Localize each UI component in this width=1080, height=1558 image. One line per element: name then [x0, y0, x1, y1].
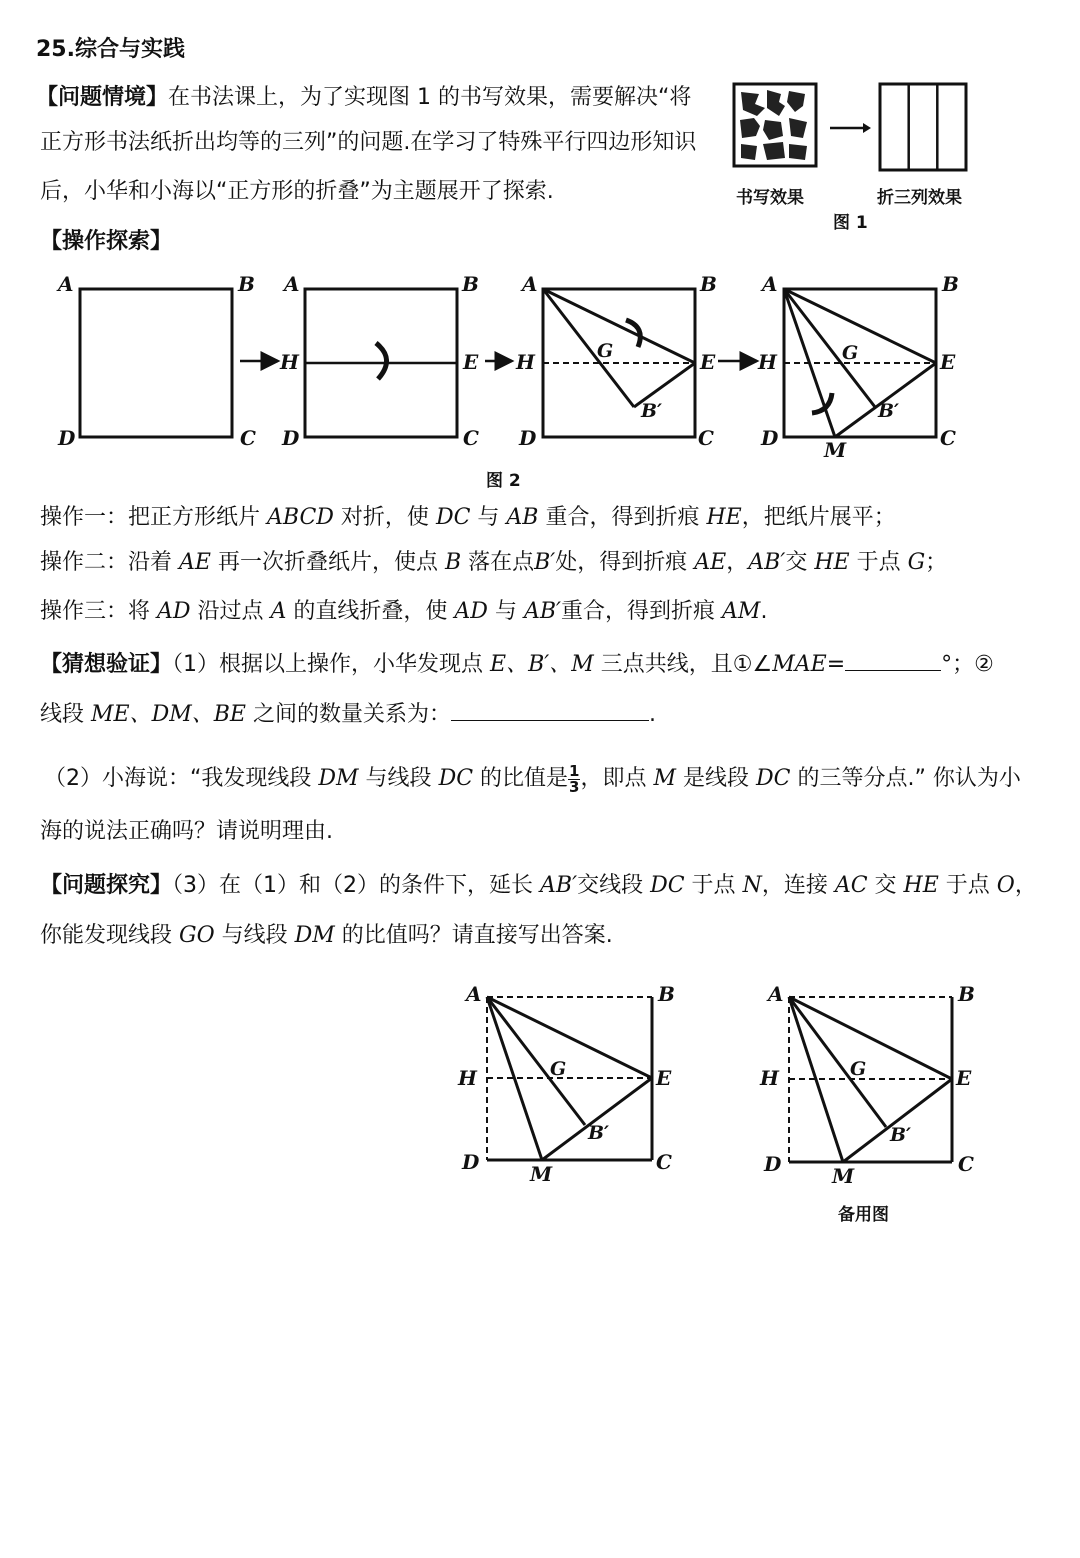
label-G: G: [597, 340, 614, 362]
label-G: G: [850, 1058, 867, 1080]
label-C: C: [958, 1152, 974, 1176]
verify-q1-line2: 线段 ME、DM、BE 之间的数量关系为： .: [40, 702, 656, 727]
fig2-step-1: [56, 272, 256, 450]
segment-ae: [543, 289, 695, 363]
figure-1: [725, 76, 985, 191]
verify-q1-line1: 【猜想验证】（1）根据以上操作，小华发现点 E、B′、M 三点共线，且①∠MAE= °；②: [40, 652, 994, 677]
label-A: A: [522, 272, 538, 296]
label-M: M: [832, 1164, 855, 1188]
label-B: B: [700, 272, 717, 296]
fold-arrow-icon: [376, 343, 387, 379]
label-B: B: [238, 272, 255, 296]
label-E: E: [700, 350, 716, 374]
label-G: G: [842, 342, 859, 364]
label-E: E: [956, 1066, 972, 1090]
label-E: E: [656, 1066, 672, 1090]
label-B: B: [958, 982, 975, 1006]
three-column-square: [880, 84, 966, 170]
label-H: H: [758, 350, 777, 374]
label-G: G: [550, 1058, 567, 1080]
label-H: H: [458, 1066, 477, 1090]
question-number-title: 25.综合与实践: [36, 37, 185, 62]
label-B: B: [942, 272, 959, 296]
fig2-step-3: [515, 272, 717, 450]
label-B: B: [658, 982, 675, 1006]
fig2-step-2: [279, 272, 479, 450]
label-B-prime: B′: [641, 400, 663, 422]
calligraphy-ink: [740, 90, 807, 160]
label-C: C: [463, 426, 479, 450]
fraction-one-third: $\frac{1}{3}$: [569, 761, 580, 796]
label-A: A: [466, 982, 482, 1006]
fig2-caption: 图 2: [486, 471, 521, 491]
situation-line-1: [36, 84, 691, 112]
label-B-prime: B′: [588, 1122, 610, 1144]
explore-tag: 【操作探索】: [40, 229, 173, 254]
fig1-caption: 图 1: [833, 213, 868, 233]
figure-2: [0, 265, 1080, 465]
situation-line-3: 后，小华和小海以“正方形的折叠”为主题展开了探索.: [40, 179, 554, 204]
label-A: A: [762, 272, 778, 296]
label-M: M: [530, 1162, 553, 1186]
situation-line-2: 正方形书法纸折出均等的三列”的问题.在学习了特殊平行四边形知识: [40, 130, 697, 155]
label-A: A: [768, 982, 784, 1006]
label-B-prime: B′: [890, 1124, 912, 1146]
label-D: D: [519, 426, 537, 450]
label-A: A: [58, 272, 74, 296]
bottom-figures: [440, 975, 1000, 1195]
operation-1: 操作一：把正方形纸片 ABCD 对折，使 DC 与 AB 重合，得到折痕 HE，把纸片展平；: [40, 505, 896, 530]
label-C: C: [940, 426, 956, 450]
label-C: C: [656, 1150, 672, 1174]
answer-blank-relation[interactable]: [451, 700, 649, 721]
fig1-label-writing: 书写效果: [736, 188, 804, 208]
answer-blank-angle[interactable]: [845, 650, 941, 671]
label-H: H: [280, 350, 299, 374]
inquiry-line2: 你能发现线段 GO 与线段 DM 的比值吗？请直接写出答案.: [40, 923, 613, 948]
situation-tag: 【问题情境】: [36, 85, 169, 110]
fig1-arrowhead: [863, 123, 871, 133]
label-D: D: [58, 426, 76, 450]
label-D: D: [764, 1152, 782, 1176]
label-H: H: [760, 1066, 779, 1090]
figure-spare: [759, 982, 975, 1188]
fig1-label-columns: 折三列效果: [877, 188, 962, 208]
inquiry-line1: 【问题探究】（3）在（1）和（2）的条件下，延长 AB′交线段 DC 于点 N，连接 AC 交 HE 于点 O，: [40, 873, 1037, 898]
label-C: C: [240, 426, 256, 450]
label-C: C: [698, 426, 714, 450]
label-E: E: [463, 350, 479, 374]
label-B-prime: B′: [878, 400, 900, 422]
verify-tag: 【猜想验证】: [40, 652, 173, 677]
label-E: E: [940, 350, 956, 374]
inquiry-tag: 【问题探究】: [40, 873, 173, 898]
situation-text-1: 在书法课上，为了实现图 1 的书写效果，需要解决“将: [168, 85, 692, 110]
label-D: D: [761, 426, 779, 450]
fig2-step-4: [757, 272, 959, 462]
segment-ab-prime: [784, 289, 875, 407]
square-abcd: [80, 289, 232, 437]
label-D: D: [282, 426, 300, 450]
spare-figure-caption: 备用图: [838, 1205, 889, 1225]
label-B: B: [462, 272, 479, 296]
segment-ab-prime: [487, 997, 585, 1125]
label-H: H: [516, 350, 535, 374]
label-A: A: [284, 272, 300, 296]
segment-ab-prime: [543, 289, 634, 407]
label-M: M: [824, 438, 847, 462]
segment-ae: [789, 997, 952, 1079]
verify-q2-line2: 海的说法正确吗？请说明理由.: [40, 819, 333, 844]
operation-3: 操作三：将 AD 沿过点 A 的直线折叠，使 AD 与 AB′重合，得到折痕 AM.: [40, 599, 768, 624]
operation-2: 操作二：沿着 AE 再一次折叠纸片，使点 B 落在点B′处，得到折痕 AE，AB′交 HE 于点 G；: [40, 550, 948, 575]
segment-ab-prime: [789, 997, 886, 1127]
verify-q2-line1: （2）小海说：“我发现线段 DM 与线段 DC 的比值是 $\frac{1}{3}$ ，即点 M 是线段 DC 的三等分点.” 你认为小: [44, 761, 1021, 796]
label-D: D: [462, 1150, 480, 1174]
figure-main: [457, 982, 675, 1186]
